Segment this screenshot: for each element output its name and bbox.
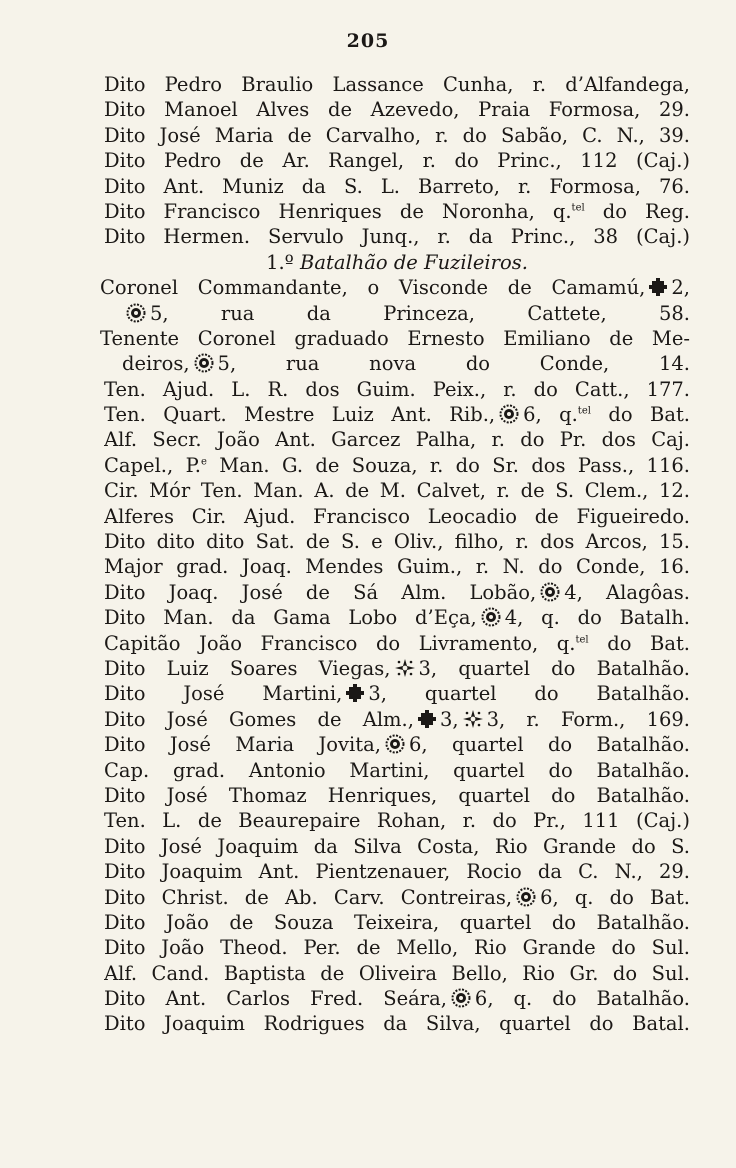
- line-text: Capel., P.: [104, 453, 201, 477]
- register-line: [100, 326, 690, 351]
- register-line: [104, 935, 690, 960]
- register-line: [104, 529, 690, 554]
- line-text: Dito Christ. de Ab. Carv. Contreiras,: [104, 885, 513, 909]
- rosette-cross-icon: [394, 658, 416, 681]
- register-line: [104, 808, 690, 833]
- line-text: Dito Man. da Gama Lobo d’Eça,: [104, 606, 477, 630]
- rose-icon: [193, 353, 215, 376]
- line-text-after: 6, q.: [523, 403, 578, 427]
- line-text-after: 2,: [671, 276, 690, 300]
- line-text-after: 3, quartel do Batalhão.: [368, 682, 690, 706]
- line-text: Dito Joaquim Rodrigues da Silva, quartel do Batal.: [104, 1012, 690, 1036]
- line-text-after: 3,: [439, 707, 459, 731]
- rose-icon: [498, 404, 520, 427]
- line-text: Alferes Cir. Ajud. Francisco Leocadio de Figueiredo.: [104, 504, 690, 528]
- line-text: Cap. grad. Antonio Martini, quartel do Batalhão.: [104, 758, 690, 782]
- line-text: Major grad. Joaq. Mendes Guim., r. N. do Conde, 16.: [104, 555, 690, 579]
- line-text: Dito José Maria de Carvalho, r. do Sabão, C. N., 39.: [104, 123, 690, 147]
- line-text: Cir. Mór Ten. Man. A. de M. Calvet, r. de S. Clem., 12.: [104, 479, 690, 503]
- line-text-after: do Reg.: [584, 199, 690, 223]
- line-text-after: 3, quartel do Batalhão.: [418, 656, 690, 680]
- line-text: Dito Ant. Carlos Fred. Seára,: [104, 987, 447, 1011]
- rosette-cross-icon: [462, 709, 484, 732]
- register-line: [104, 681, 690, 706]
- rose-icon: [480, 607, 502, 630]
- line-text: Dito Francisco Henriques de Noronha, q.: [104, 199, 572, 223]
- line-text-after: Man. G. de Souza, r. do Sr. dos Pass., 116.: [206, 453, 690, 477]
- register-line: [104, 631, 690, 656]
- line-text: Dito Pedro Braulio Lassance Cunha, r. d’Alfandega,: [104, 73, 690, 96]
- superscript: tel: [575, 634, 589, 646]
- register-line: [104, 199, 690, 224]
- line-text: Dito Ant. Muniz da S. L. Barreto, r. Formosa, 76.: [104, 174, 690, 198]
- line-text-after: 5, rua nova do Conde, 14.: [217, 352, 690, 376]
- line-text: 5, rua da Princeza, Cattete, 58.: [150, 301, 690, 325]
- rose-icon: [539, 582, 561, 605]
- line-text: Dito Pedro de Ar. Rangel, r. do Princ., 112 (Caj.): [104, 149, 690, 173]
- line-text: Dito Joaq. José de Sá Alm. Lobão,: [104, 580, 537, 604]
- line-text: Ten. L. de Beaurepaire Rohan, r. do Pr., 111 (Caj.): [104, 809, 690, 833]
- line-text: deiros,: [122, 352, 190, 376]
- section-number: 1.º: [266, 250, 301, 274]
- register-line: [104, 1011, 690, 1036]
- line-text: Coronel Commandante, o Visconde de Camamú,: [100, 276, 646, 300]
- superscript: tel: [577, 405, 591, 417]
- line-text: Dito Joaquim Ant. Pientzenauer, Rocio da C. N., 29.: [104, 860, 690, 884]
- register-line: [104, 402, 690, 427]
- register-line: [100, 275, 690, 300]
- line-text: Tenente Coronel graduado Ernesto Emiliano de Me-: [100, 326, 690, 350]
- line-text: Ten. Ajud. L. R. dos Guim. Peix., r. do Catt., 177.: [104, 377, 690, 401]
- section-title: Batalhão de Fuzileiros.: [300, 250, 528, 274]
- register-line: [104, 885, 690, 910]
- register-line: [104, 986, 690, 1011]
- superscript: e: [200, 456, 207, 468]
- register-line: [104, 72, 690, 97]
- line-text-after: 4, q. do Batalh.: [504, 606, 690, 630]
- line-text: Dito José Martini,: [104, 682, 343, 706]
- line-text-after: do Bat.: [590, 403, 690, 427]
- section-heading: [104, 250, 690, 275]
- register-line: [104, 758, 690, 783]
- register-line: [104, 910, 690, 935]
- page-number: 205: [346, 30, 390, 52]
- superscript: tel: [571, 202, 585, 214]
- register-line: [104, 859, 690, 884]
- register-line: [104, 580, 690, 605]
- line-text-after: 6, q. do Batalhão.: [474, 987, 690, 1011]
- line-text: Dito Luiz Soares Viegas,: [104, 656, 391, 680]
- register-line: [104, 656, 690, 681]
- register-line: [104, 224, 690, 249]
- line-text: Dito João Theod. Per. de Mello, Rio Grande do Sul.: [104, 936, 690, 960]
- register-line: [104, 148, 690, 173]
- line-text-after: 4, Alagôas.: [564, 580, 690, 604]
- rose-icon: [384, 734, 406, 757]
- line-text-after: 6, q. do Bat.: [540, 885, 690, 909]
- cross-icon: [648, 277, 668, 300]
- register-line: [104, 478, 690, 503]
- register-line: [104, 732, 690, 757]
- register-line: [104, 301, 690, 326]
- register-line: [104, 351, 690, 376]
- line-text: Alf. Secr. João Ant. Garcez Palha, r. do Pr. dos Caj.: [104, 428, 690, 452]
- register-line: [104, 97, 690, 122]
- register-line: [104, 783, 690, 808]
- register-line: [104, 961, 690, 986]
- register-line: [104, 427, 690, 452]
- line-text: Dito Manoel Alves de Azevedo, Praia Formosa, 29.: [104, 98, 690, 122]
- register-line: [104, 605, 690, 630]
- register-line: [104, 174, 690, 199]
- register-line: [104, 707, 690, 732]
- cross-icon: [345, 683, 365, 706]
- register-line: [104, 123, 690, 148]
- line-text: Ten. Quart. Mestre Luiz Ant. Rib.,: [104, 403, 496, 427]
- line-text: Dito dito dito Sat. de S. e Oliv., filho, r. dos Arcos, 15.: [104, 530, 690, 554]
- cross-icon: [417, 709, 437, 732]
- rose-icon: [515, 887, 537, 910]
- register-line: [104, 504, 690, 529]
- line-text: Dito José Maria Jovita,: [104, 733, 381, 757]
- register-list: [100, 72, 690, 1037]
- line-text-after: 3, r. Form., 169.: [486, 707, 690, 731]
- line-text-after: do Bat.: [588, 631, 690, 655]
- line-text: Dito José Gomes de Alm.,: [104, 707, 414, 731]
- register-line: [104, 377, 690, 402]
- line-text: Dito José Joaquim da Silva Costa, Rio Grande do S.: [104, 834, 690, 858]
- line-text-after: 6, quartel do Batalhão.: [408, 733, 690, 757]
- line-text: Capitão João Francisco do Livramento, q.: [104, 631, 576, 655]
- rose-icon: [450, 988, 472, 1011]
- rose-icon: [125, 303, 147, 326]
- register-line: [104, 453, 690, 478]
- line-text: Dito José Thomaz Henriques, quartel do Batalhão.: [104, 783, 690, 807]
- register-line: [104, 554, 690, 579]
- line-text: Alf. Cand. Baptista de Oliveira Bello, Rio Gr. do Sul.: [104, 961, 690, 985]
- register-line: [104, 834, 690, 859]
- line-text: Dito Hermen. Servulo Junq., r. da Princ., 38 (Caj.): [104, 225, 690, 249]
- line-text: Dito João de Souza Teixeira, quartel do Batalhão.: [104, 910, 690, 934]
